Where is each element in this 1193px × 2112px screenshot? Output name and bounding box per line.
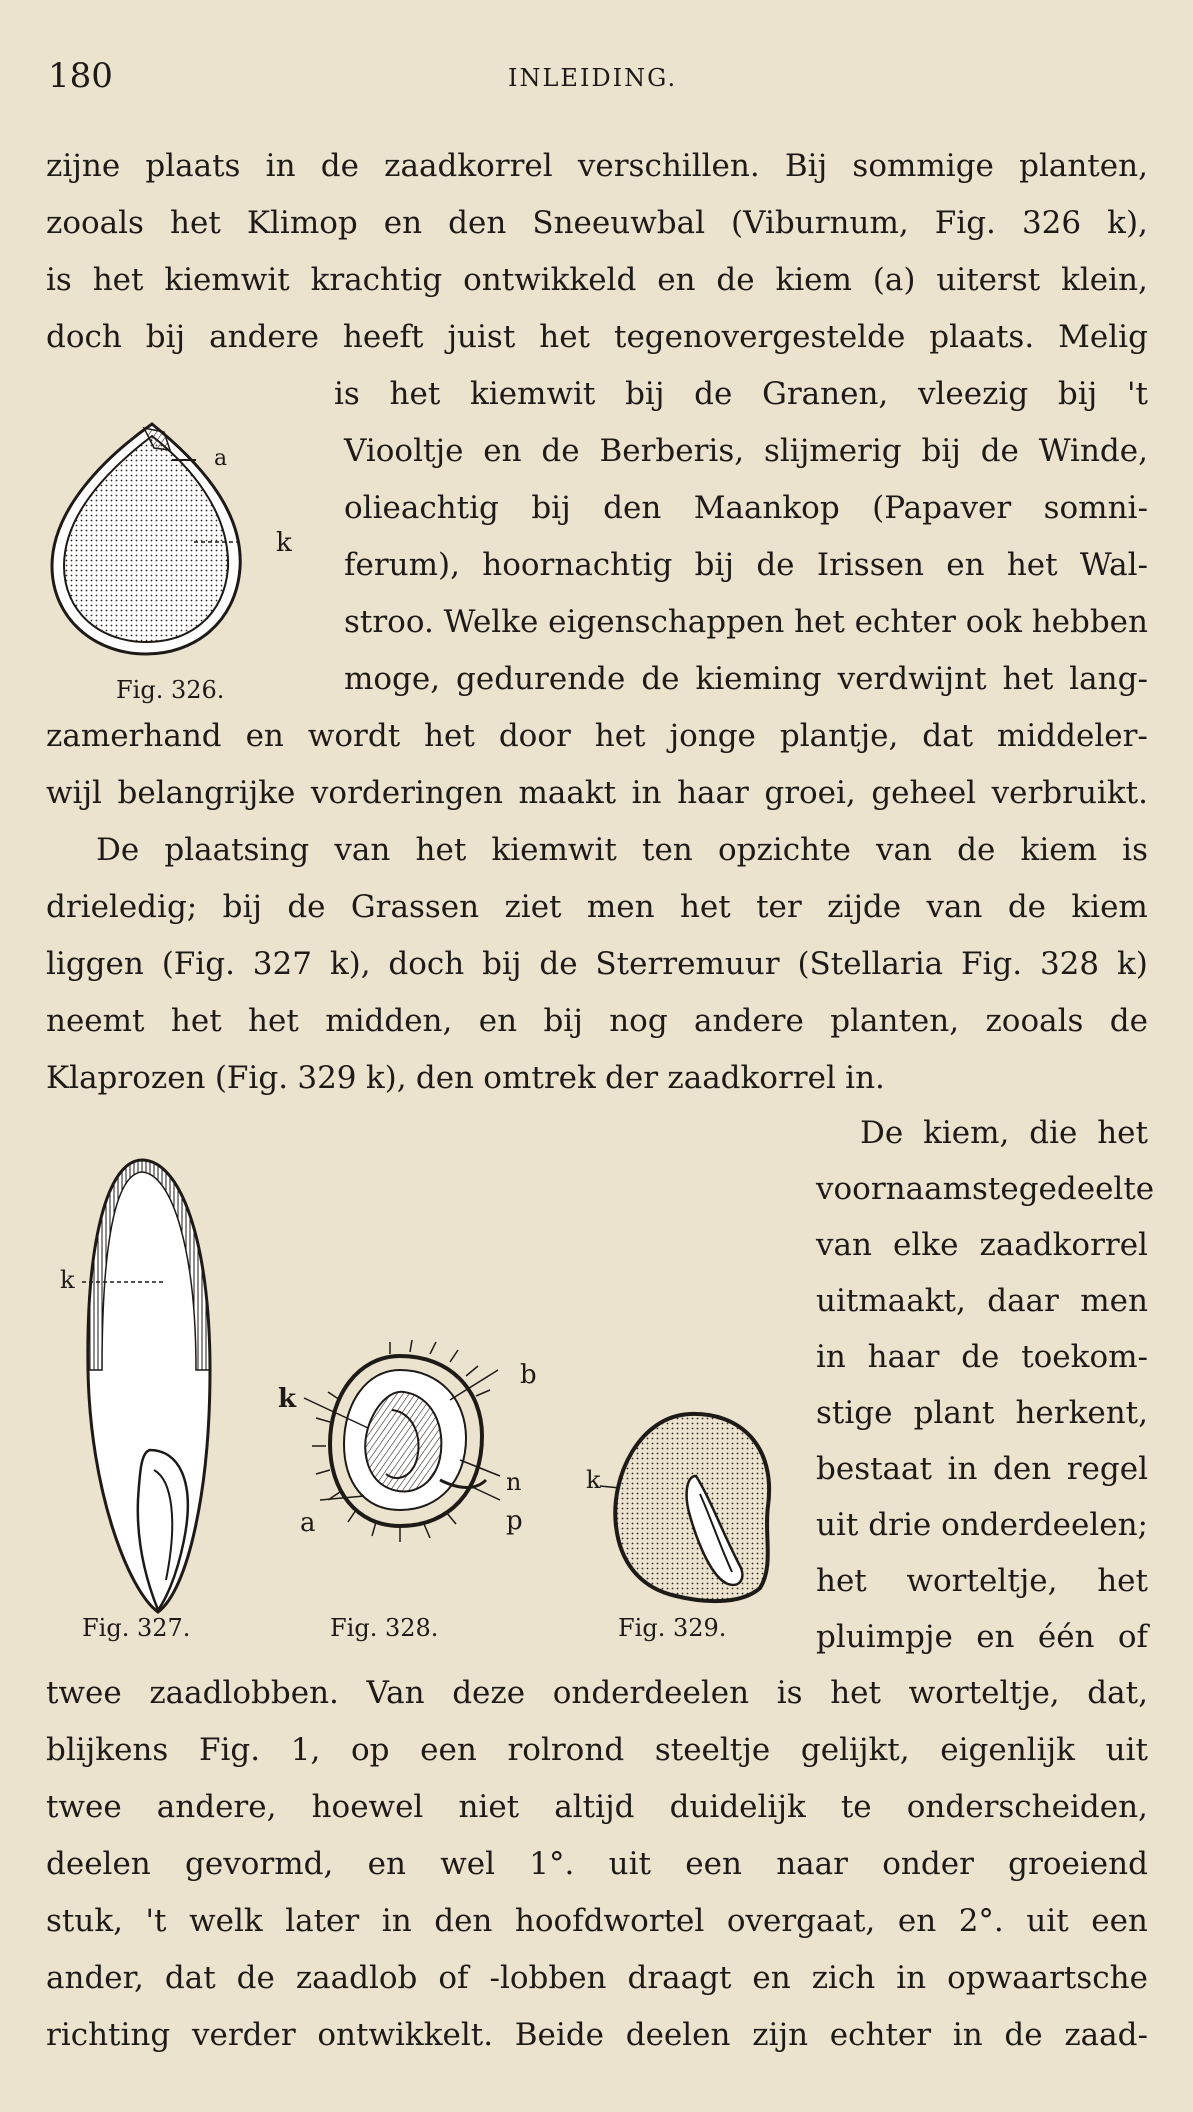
text-line: richting verder ontwikkelt. Beide deelen zijn echter in de zaad- bbox=[46, 2017, 1148, 2053]
figure-329-caption: Fig. 329. bbox=[618, 1614, 727, 1642]
figure-328-label-p: p bbox=[506, 1506, 523, 1536]
text-line: moge, gedurende de kieming verdwijnt het lang- bbox=[344, 661, 1148, 697]
text-line: zijne plaats in de zaadkorrel verschillen. Bij sommige planten, bbox=[46, 148, 1148, 184]
text-line: stuk, 't welk later in den hoofdwortel overgaat, en 2°. uit een bbox=[46, 1903, 1148, 1939]
text-line: stroo. Welke eigenschappen het echter ook hebben bbox=[344, 604, 1148, 640]
text-line: pluimpje en één of bbox=[816, 1619, 1148, 1655]
page-number: 180 bbox=[48, 56, 113, 96]
text-line: voornaamste gedeelte bbox=[816, 1171, 1155, 1207]
text-line: zamerhand en wordt het door het jonge plantje, dat middeler- bbox=[46, 718, 1148, 754]
figure-328-label-b: b bbox=[520, 1360, 537, 1390]
text-line: uitmaakt, daar men bbox=[816, 1283, 1148, 1319]
figure-327-label-k: k bbox=[60, 1266, 75, 1294]
figure-327-caption: Fig. 327. bbox=[82, 1614, 191, 1642]
figure-327-grass-grain-illustration bbox=[80, 1150, 230, 1620]
text-line: het worteltje, het bbox=[816, 1563, 1148, 1599]
text-line: in haar de toekom- bbox=[816, 1339, 1148, 1375]
text-line: ferum), hoornachtig bij de Irissen en het Wal- bbox=[344, 547, 1148, 583]
text-line: drieledig; bij de Grassen ziet men het ter zijde van de kiem bbox=[46, 889, 1148, 925]
text-line: deelen gevormd, en wel 1°. uit een naar onder groeiend bbox=[46, 1846, 1148, 1882]
figure-329-poppy-seed-illustration bbox=[600, 1406, 780, 1606]
text-line: van elke zaadkorrel bbox=[816, 1227, 1148, 1263]
text-line: ander, dat de zaadlob of -lobben draagt en zich in opwaartsche bbox=[46, 1960, 1148, 1996]
text-line: bestaat in den regel bbox=[816, 1451, 1148, 1487]
text-line: olieachtig bij den Maankop (Papaver somni- bbox=[344, 490, 1148, 526]
figure-328-label-k: k bbox=[278, 1384, 297, 1414]
figure-326-caption: Fig. 326. bbox=[116, 676, 225, 704]
text-line: uit drie onderdeelen; bbox=[816, 1507, 1148, 1543]
text-line: De kiem, die het bbox=[860, 1115, 1148, 1151]
text-line: Viooltje en de Berberis, slijmerig bij de Winde, bbox=[344, 433, 1148, 469]
text-line: De plaatsing van het kiemwit ten opzichte van de kiem is bbox=[96, 832, 1148, 868]
figure-328-stellaria-seed-illustration bbox=[300, 1340, 540, 1560]
text-line: is het kiemwit bij de Granen, vleezig bij 't bbox=[334, 376, 1148, 412]
figure-326-label-a: a bbox=[214, 446, 228, 471]
text-line: doch bij andere heeft juist het tegenovergestelde plaats. Melig bbox=[46, 319, 1148, 355]
text-line: Klaprozen (Fig. 329 k), den omtrek der zaadkorrel in. bbox=[46, 1060, 885, 1096]
figure-328-caption: Fig. 328. bbox=[330, 1614, 439, 1642]
figure-328-label-n: n bbox=[506, 1468, 522, 1496]
text-line: wijl belangrijke vorderingen maakt in haar groei, geheel verbruikt. bbox=[46, 775, 1148, 811]
text-line: twee zaadlobben. Van deze onderdeelen is het worteltje, dat, bbox=[46, 1675, 1148, 1711]
figure-329-label-k: k bbox=[586, 1466, 601, 1494]
text-line: zooals het Klimop en den Sneeuwbal (Viburnum, Fig. 326 k), bbox=[46, 205, 1148, 241]
text-line: liggen (Fig. 327 k), doch bij de Sterremuur (Stellaria Fig. 328 k) bbox=[46, 946, 1148, 982]
running-title: INLEIDING. bbox=[508, 64, 678, 92]
figure-326-label-k: k bbox=[276, 528, 292, 558]
text-line: blijkens Fig. 1, op een rolrond steeltje gelijkt, eigenlijk uit bbox=[46, 1732, 1148, 1768]
text-line: neemt het het midden, en bij nog andere planten, zooals de bbox=[46, 1003, 1148, 1039]
text-line: is het kiemwit krachtig ontwikkeld en de kiem (a) uiterst klein, bbox=[46, 262, 1148, 298]
figure-328-label-a: a bbox=[300, 1508, 316, 1538]
text-line: twee andere, hoewel niet altijd duidelijk te onderscheiden, bbox=[46, 1789, 1148, 1825]
text-line: stige plant herkent, bbox=[816, 1395, 1148, 1431]
